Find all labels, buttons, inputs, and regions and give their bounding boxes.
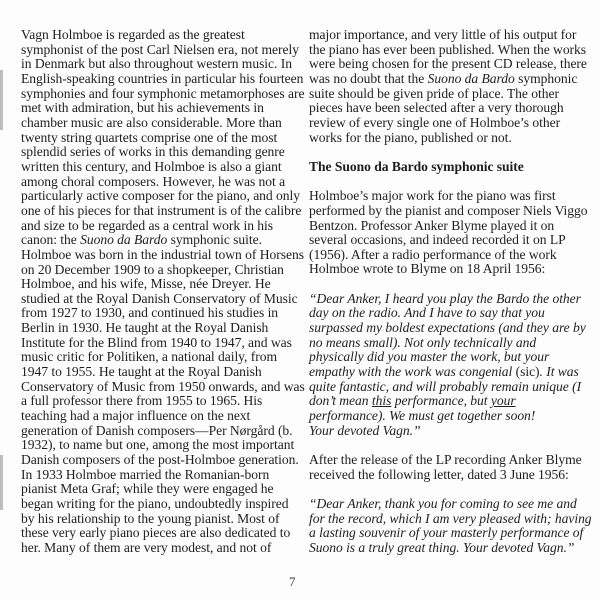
text-line: by his relationship to the young pianist. Most of — [21, 510, 280, 526]
text-line: her. Many of them are very modest, and not of — [21, 539, 272, 555]
lp-release-paragraph — [309, 453, 584, 482]
text-line: Holmboe was born in the industrial town of Horsens — [21, 246, 304, 262]
paragraph-gap — [309, 482, 584, 497]
text-line: received the following letter, dated 3 June 1956: — [309, 466, 569, 482]
text-line: symphonies and four symphonic metamorphoses are — [21, 85, 305, 101]
text-line: Institute for the Blind from 1940 to 1947, and was — [21, 334, 292, 350]
performance-paragraph — [309, 188, 588, 277]
text-line — [309, 409, 584, 424]
quote-text: no means small). Not only technically and — [309, 334, 537, 350]
text-line: (1956). After a radio performance of the work — [309, 246, 557, 262]
quote-text: day on the radio. And I have to say that you — [309, 305, 545, 321]
text-run: symphonic — [514, 70, 578, 86]
text-line: in Denmark but also throughout western music. In — [21, 56, 292, 72]
quote-text: performance, but — [391, 393, 491, 409]
quote-text: a lasting souvenir of your masterly performance of — [309, 525, 584, 541]
letter-quote-2 — [309, 495, 592, 556]
text-line: performed by the pianist and composer Niels Viggo — [309, 202, 588, 218]
text-line: Vagn Holmboe is regarded as the greatest — [21, 27, 245, 42]
page-edge-shadow — [0, 455, 3, 510]
text-line: a full professor there from 1955 to 1965. His — [21, 393, 263, 409]
text-line: After the release of the LP recording Anker Blyme — [309, 451, 582, 467]
paragraph-gap — [309, 175, 584, 190]
right-column — [309, 27, 592, 556]
text-run: symphonic suite. — [167, 232, 262, 248]
quote-text: Your devoted Vagn.” — [309, 422, 421, 438]
text-line: among choral composers. However, he was not a — [21, 173, 286, 189]
page-number: 7 — [289, 574, 296, 589]
text-line: pieces have been selected after a very thorough — [309, 100, 564, 116]
text-line — [309, 541, 584, 556]
quote-text: quite fantastic, and will probably remain unique (I — [309, 378, 582, 394]
text-line: chamber music are also considerable. More than — [21, 114, 282, 130]
text-line: suite should be given pride of place. The other — [309, 85, 559, 101]
quote-text: performance). We must get together soon! — [309, 408, 536, 424]
quote-text: “Dear Anker, I heard you play the Bardo the other — [309, 290, 581, 306]
quote-text: Suono is a truly great thing. Your devoted Vagn.” — [309, 539, 575, 555]
text-line: studied at the Royal Danish Conservatory of Music — [21, 290, 298, 306]
text-line — [309, 365, 584, 380]
text-line — [309, 306, 584, 321]
text-run: was no doubt that the — [309, 70, 428, 86]
text-line: one of his pieces for that instrument is of the calibre — [21, 202, 302, 218]
work-title: Suono da Bardo — [80, 232, 168, 248]
text-line: from 1927 to 1930, and continued his studies in — [21, 305, 279, 321]
text-line — [309, 380, 584, 395]
sic-note: (sic) — [515, 364, 540, 380]
underlined-word: this — [371, 393, 392, 409]
text-line: written this century, and Holmboe is also a giant — [21, 158, 282, 174]
paragraph-gap — [309, 438, 584, 453]
text-line: these very early piano pieces are also dedicated to — [21, 525, 291, 541]
letter-quote-1 — [309, 292, 584, 439]
text-line: 1947 to 1955. He taught at the Royal Danish — [21, 364, 262, 380]
page-edge-shadow — [0, 70, 3, 130]
text-line — [21, 233, 289, 248]
text-line: review of every single one of Holmboe’s other — [309, 114, 561, 130]
section-heading: The Suono da Bardo symphonic suite — [309, 158, 524, 174]
underlined-word: your — [490, 393, 516, 409]
paragraph-gap — [309, 277, 584, 292]
text-line — [309, 497, 584, 512]
quote-text: “Dear Anker, thank you for coming to see me and — [309, 495, 577, 511]
text-line: the piano has ever been published. When the works — [309, 41, 587, 57]
paragraph-gap — [309, 145, 584, 160]
text-line: pianist Meta Graf; while they were engaged he — [21, 481, 274, 497]
text-line: In 1933 Holmboe married the Romanian-born — [21, 466, 270, 482]
text-run: canon: the — [21, 232, 81, 248]
text-line — [309, 336, 584, 351]
text-line: symphonist of the post Carl Nielsen era, not merely — [21, 41, 299, 57]
text-line — [309, 292, 584, 307]
text-line — [309, 72, 584, 87]
text-line: on 20 December 1909 to a shopkeeper, Christian — [21, 261, 284, 277]
text-line: Berlin in 1930. He taught at the Royal Danish — [21, 320, 269, 336]
text-line: met with admiration, but his achievements in — [21, 100, 264, 116]
text-line: music critic for Politiken, a national daily, from — [21, 349, 277, 365]
text-line — [309, 424, 584, 439]
text-line: splendid series of works in this demanding genre — [21, 144, 285, 160]
text-line: Conservatory of Music from 1950 onwards, and was — [21, 378, 305, 394]
text-line: works for the piano, published or not. — [309, 129, 512, 145]
text-line: Holmboe wrote to Blyme on 18 April 1956: — [309, 261, 546, 277]
text-line — [309, 321, 584, 336]
quote-text: surpassed my boldest expectations (and they are by — [309, 320, 586, 336]
text-line: teaching had a major influence on the next — [21, 408, 251, 424]
text-line: 1932), to name but one, among the most important — [21, 437, 295, 453]
text-line: several occasions, and indeed recorded it on LP — [309, 232, 566, 248]
text-line: generation of Danish composers—Per Nørgård (b. — [21, 422, 293, 438]
quote-text: don’t mean — [309, 393, 372, 409]
work-title: Suono da Bardo — [427, 70, 515, 86]
left-column — [21, 27, 305, 556]
quote-text: empathy with the work was congenial — [309, 364, 516, 380]
text-line: and size to be regarded as a central work in his — [21, 217, 274, 233]
text-line: particularly active composer for the piano, and only — [21, 188, 300, 204]
quote-text: . It was — [539, 364, 579, 380]
text-line: began writing for the piano, undoubtedly inspired — [21, 496, 289, 511]
text-line — [309, 510, 592, 527]
text-line — [309, 350, 584, 365]
text-line: Holmboe’s major work for the piano was first — [309, 188, 556, 204]
text-line: were being chosen for the present CD release, there — [309, 56, 587, 72]
intro-paragraph — [309, 27, 587, 145]
text-line: major importance, and very little of his output for — [309, 27, 577, 42]
quote-text: physically did you master the work, but your — [309, 349, 550, 365]
text-line: Bentzon. Professor Anker Blyme played it on — [309, 217, 555, 233]
text-line: Holmboe, and his wife, Misse, née Dreyer. He — [21, 276, 271, 292]
text-line: English-speaking countries in particular his fourteen — [21, 70, 304, 86]
text-line: Danish composers of the post-Holmboe generation. — [21, 452, 299, 468]
quote-text: for the record, which I am very pleased with; having — [309, 510, 592, 526]
text-line: twenty string quartets comprise one of the most — [21, 129, 278, 145]
text-line — [309, 394, 584, 409]
text-line — [309, 526, 584, 541]
